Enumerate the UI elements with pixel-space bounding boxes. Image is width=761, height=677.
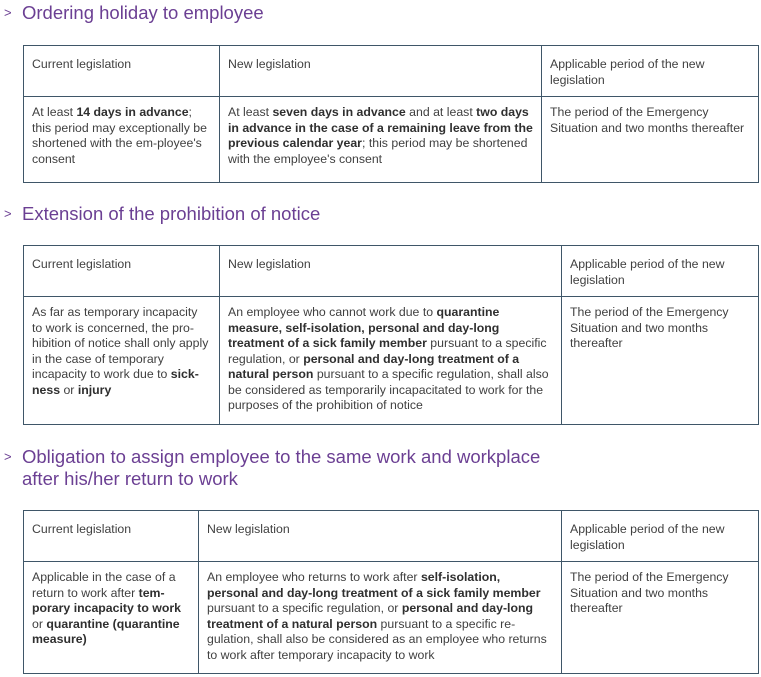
bold-text-segment: personal and day-long treatment of a natural person [228, 351, 520, 381]
text-segment: pursuant to a specific regulation, or [207, 601, 402, 615]
text-segment: or [60, 382, 78, 397]
text-segment: and at least [405, 105, 477, 119]
header-new-legislation: New legislation [220, 46, 542, 97]
text-segment: pursuant to a specific regulation, or [228, 336, 547, 366]
applicable-period-cell: The period of the Emergency Situation and two months thereafter [562, 297, 759, 425]
bold-text-segment: quarantine (quarantine measure) [32, 616, 180, 646]
section-title-obligation-to-assign: > Obligation to assign employee to the same work and workplace after his/her return to work [0, 446, 582, 490]
text-segment: As far as temporary incapacity to work is concerned, the pro-hibition of notice shall only apply in the case of temporary incapacity to work due to [32, 305, 209, 381]
ordering-holiday-table [23, 45, 759, 183]
table-row [24, 97, 759, 183]
text-segment: or [32, 616, 47, 631]
text-segment: ; this period may exceptionally be shortened with the em-ployee's consent [32, 105, 207, 166]
text-segment: Applicable in the case of a return to work after [32, 570, 176, 600]
chevron-right-icon: > [4, 5, 12, 20]
header-applicable-period: Applicable period of the new legislation [562, 246, 759, 297]
bold-text-segment: tem-porary incapacity to work [32, 585, 181, 615]
bold-text-segment: 14 days in advance [76, 105, 189, 119]
current-legislation-cell [24, 97, 220, 183]
header-applicable-period: Applicable period of the new legislation [542, 46, 759, 97]
section-title-prohibition-of-notice: > Extension of the prohibition of notice [0, 203, 320, 228]
table-header-row [24, 46, 759, 97]
text-segment: At least [228, 105, 273, 119]
bold-text-segment: injury [77, 382, 112, 397]
bold-text-segment: personal and day-long treatment of a natural person [207, 601, 533, 631]
text-segment: An employee who returns to work after [207, 570, 421, 584]
header-current-legislation: Current legislation [24, 511, 199, 562]
bold-text-segment: seven days in advance [272, 105, 406, 119]
applicable-period-cell: The period of the Emergency Situation and two months thereafter [542, 97, 759, 183]
text-segment: ; this period may be shortened with the employee's consent [228, 136, 528, 166]
header-applicable-period: Applicable period of the new legislation [562, 511, 759, 562]
header-current-legislation: Current legislation [24, 246, 220, 297]
table-header-row [24, 246, 759, 297]
bold-text-segment: two days in advance in the case of a remaining leave from the previous calendar year [228, 105, 533, 150]
header-new-legislation: New legislation [220, 246, 562, 297]
header-current-legislation: Current legislation [24, 46, 220, 97]
new-legislation-cell [220, 297, 562, 425]
text-segment: pursuant to a specific regulation, shall also be considered as temporarily incapacitated to work for the purposes of the prohibition of notice [228, 367, 549, 412]
prohibition-of-notice-table [23, 245, 759, 425]
bold-text-segment: quarantine measure, self-isolation, personal and day-long treatment of a sick family member [228, 305, 500, 350]
text-segment: pursuant to a specific re-gulation, shall also be considered as an employee who returns to work after temporary incapacity to work [207, 616, 547, 662]
bold-text-segment: sick-ness [32, 367, 199, 397]
table-row [24, 297, 759, 425]
current-legislation-cell [24, 562, 199, 674]
table-row [24, 562, 759, 674]
header-new-legislation: New legislation [199, 511, 562, 562]
section-title-ordering-holiday: > Ordering holiday to employee [0, 2, 264, 27]
bold-text-segment: self-isolation, personal and day-long treatment of a sick family member [207, 570, 541, 600]
table-header-row [24, 511, 759, 562]
chevron-right-icon: > [4, 449, 12, 464]
text-segment: At least [32, 105, 77, 119]
new-legislation-cell [199, 562, 562, 674]
current-legislation-cell [24, 297, 220, 425]
text-segment: An employee who cannot work due to [228, 305, 437, 319]
applicable-period-cell: The period of the Emergency Situation and two months thereafter [562, 562, 759, 674]
new-legislation-cell [220, 97, 542, 183]
obligation-to-assign-table [23, 510, 759, 674]
chevron-right-icon: > [4, 206, 12, 221]
